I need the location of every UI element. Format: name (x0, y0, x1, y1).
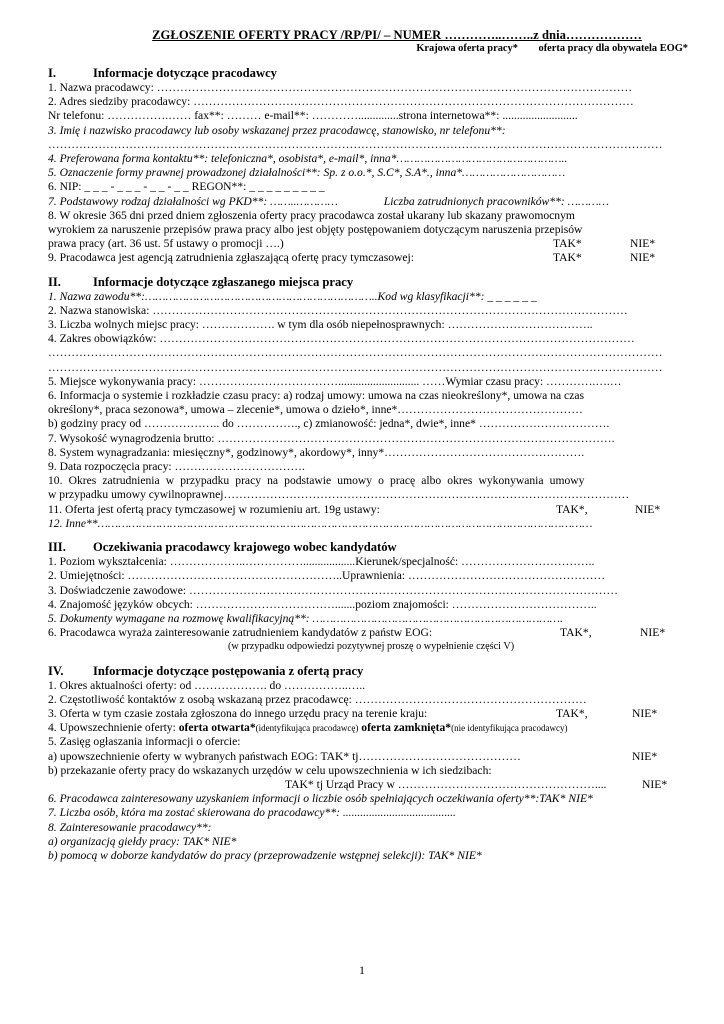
penalty-question-line: 8. W okresie 365 dni przed dniem zgłoszenia oferty pracy pracodawca został ukarany lub skazany prawomocnym (48, 208, 575, 222)
selection-help-option[interactable]: b) pomocą w doborze kandydatów do pracy (przeprowadzenie wstępnej selekcji): TAK* NIE* (48, 848, 482, 862)
referral-count-field[interactable]: 7. Liczba osób, która ma zostać skierowana do pracodawcy**: ....................................... (48, 806, 456, 820)
validity-period-field[interactable]: 1. Okres aktualności oferty: od ………………. do ……………..….. (48, 678, 366, 692)
eog-offer-option[interactable]: oferta pracy dla obywatela EOG* (538, 43, 688, 54)
other-office-no-option[interactable]: NIE* (632, 706, 658, 720)
penalty-yes-option[interactable]: TAK* (553, 237, 582, 251)
duties-field-cont[interactable]: …………………………………………………………………………………………………………………………………………… (48, 346, 663, 360)
eog-dissemination-no-option[interactable]: NIE* (632, 749, 658, 763)
other-office-row (48, 707, 688, 721)
languages-field[interactable]: 4. Znajomość języków obcych: ……………………………….......poziom znajomości: ……………………………….. (48, 597, 597, 611)
employer-contact-field[interactable]: Nr telefonu: …………….…… fax**: ……… e-mail**: …………..............strona internetowa**: .......................... (48, 109, 578, 123)
eog-interest-question: 6. Pracodawca wyraża zainteresowanie zatrudnieniem kandydatów z państw EOG: (48, 626, 433, 640)
work-hours-field[interactable]: b) godziny pracy od ……………….. do ……………., c) zmianowość: jedna*, dwie*, inne* ……………………………. (48, 417, 610, 431)
closed-offer-option[interactable]: oferta zamknięta* (361, 721, 452, 735)
section-4-heading (48, 664, 688, 679)
open-offer-note: (identyfikująca pracodawcę) (255, 723, 359, 734)
contact-form-field[interactable]: 4. Preferowana forma kontaktu**: telefoniczna*, osobista*, e-mail*, inna*………………………………………….. (48, 152, 568, 166)
employer-interest-label: 8. Zainteresowanie pracodawcy**: (48, 820, 212, 834)
pkd-row (48, 195, 688, 209)
penalty-question-line: prawa pracy (art. 36 ust. 5f ustawy o promocji ….) (48, 237, 284, 251)
work-schedule-line: 6. Informacja o systemie i rozkładzie czasu pracy: a) rodzaj umowy: umowa na czas nieokreślony*, umowa na czas (48, 389, 585, 403)
contact-person-label: 3. Imię i nazwisko pracodawcy lub osoby wskazanej przez pracodawcę, stanowisko, nr telefonu**: (48, 123, 506, 137)
eog-interest-row (48, 626, 688, 640)
temp-agency-yes-option[interactable]: TAK* (553, 251, 582, 265)
nip-regon-field[interactable]: 6. NIP: _ _ _ - _ _ _ - _ _ - _ _ REGON**: _ _ _ _ _ _ _ _ _ (48, 180, 325, 194)
form-title: ZGŁOSZENIE OFERTY PRACY /RP/PI/ – NUMER …………..……..z dnia……………… (152, 28, 642, 42)
duties-field-cont[interactable]: …………………………………………………………………………………………………………………………………………… (48, 360, 663, 374)
employees-count-field[interactable]: Liczba zatrudnionych pracowników**: ………… (383, 194, 609, 208)
section-number: II. (48, 274, 61, 289)
salary-field[interactable]: 7. Wysokość wynagrodzenia brutto: …………………………………………………………………………………………. (48, 431, 615, 445)
temp-work-yes-option[interactable]: TAK*, (556, 502, 588, 516)
matching-info-field[interactable]: 6. Pracodawca zainteresowany uzyskaniem informacji o liczbie osób spełniających oczekiwania oferty**:TAK* NIE* (48, 792, 593, 806)
form-subtitle (48, 43, 688, 55)
closed-offer-note: (nie identyfikująca pracodawcy) (451, 723, 568, 734)
legal-form-field[interactable]: 5. Oznaczenie formy prawnej prowadzonej działalności**: Sp. z o.o.*, S.C*, S.A*., inna*………………………… (48, 166, 566, 180)
offices-transfer-no-option[interactable]: NIE* (642, 777, 668, 791)
documents-field[interactable]: 5. Dokumenty wymagane na rozmowę kwalifikacyjną**: ………………………………………………………………. (48, 611, 563, 625)
other-office-yes-option[interactable]: TAK*, (556, 706, 588, 720)
scope-label: 5. Zasięg ogłaszania informacji o ofercie: (48, 735, 241, 749)
dissemination-row (48, 721, 688, 735)
section-number: IV. (48, 663, 64, 678)
employer-name-field[interactable]: 1. Nazwa pracodawcy: …………………………………………………………………………………………………………… (48, 81, 633, 94)
eog-interest-yes-option[interactable]: TAK*, (560, 626, 592, 640)
pkd-field[interactable]: 7. Podstawowy rodzaj działalności wg PKD**: ……..………… (48, 194, 338, 208)
pay-system-field[interactable]: 8. System wynagradzania: miesięczny*, godzinowy*, akordowy*, inny*……………………………………………. (48, 445, 585, 459)
section-number: III. (48, 540, 66, 555)
position-name-field[interactable]: 2. Nazwa stanowiska: …………………………………………………………………………………………………………… (48, 303, 628, 317)
education-field[interactable]: 1. Poziom wykształcenia: ………………..……………..................Kierunek/specjalność: …………………………….. (48, 555, 595, 569)
section-3-heading (48, 540, 688, 555)
section-2-heading (48, 275, 688, 290)
offices-transfer-row (48, 778, 688, 792)
eog-interest-no-option[interactable]: NIE* (640, 626, 666, 640)
dissemination-label: 4. Upowszechnienie oferty: (48, 721, 179, 735)
contact-person-field[interactable]: …………………………………………………………………………………………………………………………………………… (48, 137, 663, 151)
penalty-no-option[interactable]: NIE* (630, 237, 656, 251)
temp-work-no-option[interactable]: NIE* (635, 502, 661, 516)
temp-agency-no-option[interactable]: NIE* (630, 251, 656, 265)
temp-agency-question: 9. Pracodawca jest agencją zatrudnienia zgłaszającą ofertę pracy tymczasowej: (48, 251, 414, 265)
section-1-heading (48, 66, 688, 81)
offices-transfer-field[interactable]: TAK* tj Urząd Pracy w …………………………………………….... (285, 777, 607, 791)
section-title: Oczekiwania pracodawcy krajowego wobec kandydatów (93, 540, 397, 555)
eog-dissemination-row (48, 750, 688, 764)
offices-transfer-label: b) przekazanie oferty pracy do wskazanych urzędów w celu upowszechnienia w ich siedzibach: (48, 763, 492, 777)
contact-frequency-field[interactable]: 2. Częstotliwość kontaktów z osobą wskazaną przez pracodawcę: …………………………………………………… (48, 692, 587, 706)
section-number: I. (48, 66, 57, 80)
employment-period-line: 10. Okres zatrudnienia w przypadku pracy na podstawie umowy o pracę albo okres wykonywania umowy (48, 474, 585, 488)
temp-work-question: 11. Oferta jest ofertą pracy tymczasowej w rozumieniu art. 19g ustawy: (48, 502, 380, 516)
page-number: 1 (359, 963, 365, 977)
occupation-field[interactable]: 1. Nazwa zawodu**:…………………………………………………………..Kod wg klasyfikacji**: _ _ _ _ _ _ (48, 289, 537, 303)
temp-agency-row (48, 251, 688, 265)
contract-type-field[interactable]: określony*, praca sezonowa*, umowa – zlecenie*, umowa o dzieło*, inne*………………………………………… (48, 403, 583, 417)
job-fair-option[interactable]: a) organizacją giełdy pracy: TAK* NIE* (48, 834, 237, 848)
employer-address-field[interactable]: 2. Adres siedziby pracodawcy: …………………………………………………………………………………………………… (48, 95, 634, 109)
workplace-field[interactable]: 5. Miejsce wykonywania pracy: ………………………………............................ ……Wymiar czasu pracy: ………….….… (48, 374, 622, 388)
vacancies-field[interactable]: 3. Liczba wolnych miejsc pracy: ………………. w tym dla osób niepełnosprawnych: ……………………………….. (48, 318, 593, 332)
employment-period-field[interactable]: w przypadku umowy cywilnoprawnej…………………………………………………………………………………………… (48, 488, 630, 502)
open-offer-option[interactable]: oferta otwarta* (178, 721, 256, 735)
penalty-answer-row (48, 237, 688, 251)
section-title: Informacje dotyczące zgłaszanego miejsca pracy (93, 274, 354, 289)
eog-interest-note: (w przypadku odpowiedzi pozytywnej proszę o wypełnienie części V) (228, 641, 515, 653)
skills-field[interactable]: 2. Umiejętności: ………………………………………………..Uprawnienia: …………………………………………… (48, 569, 606, 583)
experience-field[interactable]: 3. Doświadczenie zawodowe: ………………………………………………………………………………………………… (48, 583, 618, 597)
section-title: Informacje dotyczące pracodawcy (93, 66, 277, 80)
domestic-offer-option[interactable]: Krajowa oferta pracy* (416, 43, 518, 54)
eog-dissemination-field[interactable]: a) upowszechnienie oferty w wybranych państwach EOG: TAK* tj…………………………………… (48, 749, 521, 763)
temp-work-row (48, 503, 688, 517)
other-field[interactable]: 12. Inne**……………………………………………………………………………………………………………………………… (48, 516, 593, 530)
start-date-field[interactable]: 9. Data rozpoczęcia pracy: ……………………………. (48, 460, 305, 474)
other-office-question: 3. Oferta w tym czasie została zgłoszona do innego urzędu pracy na terenie kraju: (48, 706, 428, 720)
duties-field[interactable]: 4. Zakres obowiązków: …………………………………………………………………………………………………………… (48, 332, 635, 346)
section-title: Informacje dotyczące postępowania z ofertą pracy (93, 663, 364, 678)
penalty-question-line: wyrokiem za naruszenie przepisów prawa pracy albo jest objęty postępowaniem dotyczącym naruszenia przepisów (48, 223, 583, 237)
